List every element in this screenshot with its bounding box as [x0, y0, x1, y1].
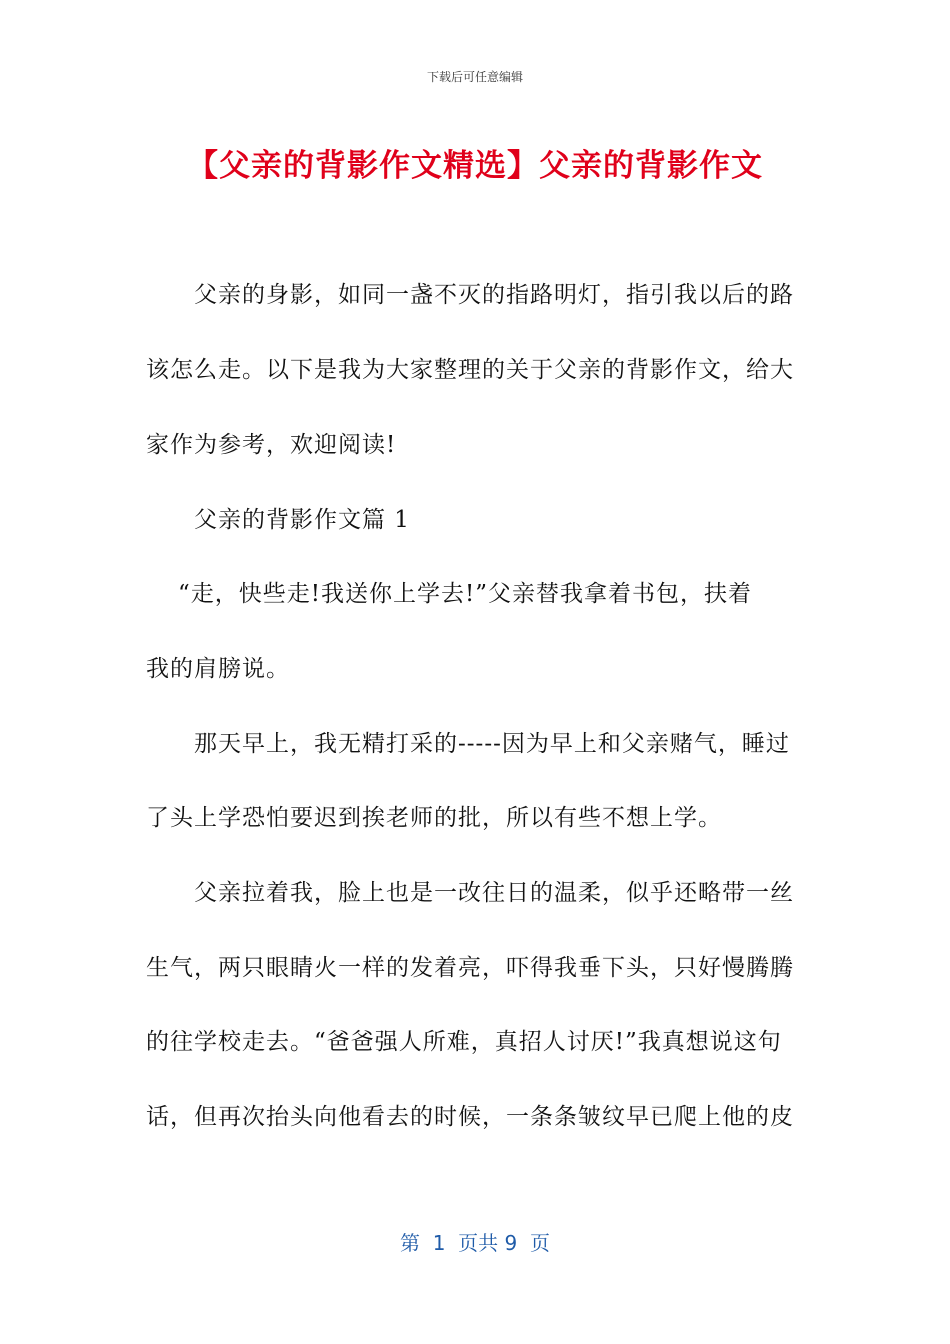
section-heading: 父亲的背影作文篇 1: [194, 507, 410, 533]
paragraph-line: 该怎么走。以下是我为大家整理的关于父亲的背影作文，给大: [146, 357, 794, 383]
paragraph-line: 的往学校走去。“爸爸强人所难，真招人讨厌!”我真想说这句: [146, 1029, 782, 1055]
header-note: 下载后可任意编辑: [426, 70, 523, 84]
paragraph-line: 家作为参考，欢迎阅读!: [146, 432, 397, 458]
paragraph-line: 我的肩膀说。: [146, 656, 290, 682]
paragraph-line: 那天早上，我无精打采的-----因为早上和父亲赌气，睡过: [194, 731, 790, 757]
paragraph-line: 话，但再次抬头向他看去的时候，一条条皱纹早已爬上他的皮: [146, 1104, 794, 1130]
paragraph-line: “走，快些走!我送你上学去!”父亲替我拿着书包，扶着: [178, 581, 753, 607]
paragraph-line: 生气，两只眼睛火一样的发着亮，吓得我垂下头，只好慢腾腾: [146, 955, 794, 981]
paragraph-line: 父亲拉着我，脸上也是一改往日的温柔，似乎还略带一丝: [194, 880, 794, 906]
paragraph-line: 父亲的身影，如同一盏不灭的指路明灯，指引我以后的路: [194, 282, 794, 308]
page-number: 第 1 页共 9 页: [400, 1231, 550, 1255]
paragraph-line: 了头上学恐怕要迟到挨老师的批，所以有些不想上学。: [146, 805, 722, 831]
document-title: 【父亲的背影作文精选】父亲的背影作文: [187, 148, 763, 184]
